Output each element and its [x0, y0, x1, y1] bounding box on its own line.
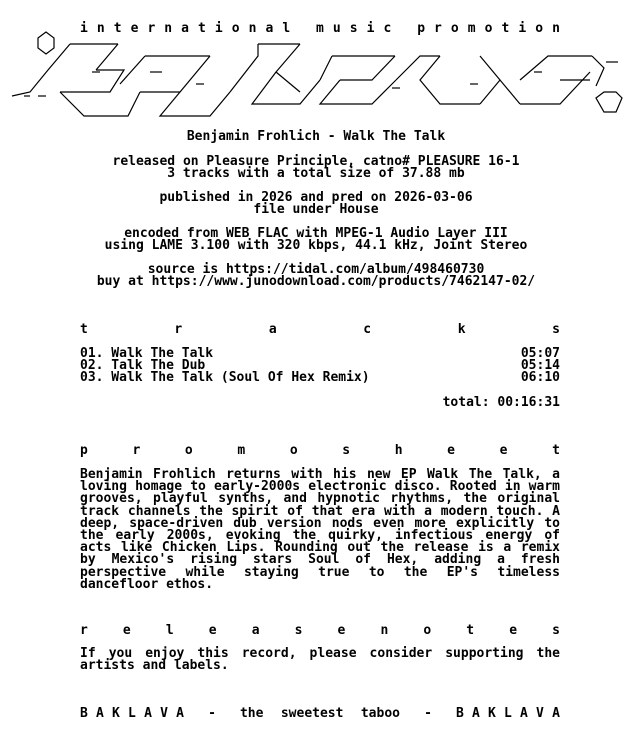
heading-letter: r	[132, 443, 141, 458]
release-title: Benjamin Frohlich - Walk The Talk	[186, 129, 446, 144]
tagline-letter: r	[147, 21, 156, 36]
track-title: 03. Walk The Talk (Soul Of Hex Remix)	[80, 370, 370, 385]
tagline-letter: c	[383, 21, 392, 36]
promo-heading	[80, 444, 560, 458]
tagline-letter: p	[417, 21, 426, 36]
footer-letter: A	[96, 706, 104, 721]
footer-letter: A	[552, 706, 560, 721]
heading-letter: s	[342, 443, 351, 458]
track-title: 02. Talk The Dub	[80, 358, 206, 373]
heading-letter: t	[80, 322, 88, 337]
heading-letter: t	[466, 623, 475, 638]
heading-letter: e	[122, 623, 131, 638]
heading-letter: k	[457, 322, 466, 337]
footer-dash-left: -	[208, 706, 216, 721]
tagline-letter: u	[332, 21, 341, 36]
tagline-letter: i	[366, 21, 375, 36]
tracks-heading	[80, 323, 560, 337]
tagline-letter: e	[130, 21, 139, 36]
footer-letter: A	[471, 706, 480, 721]
footer-letter: L	[504, 706, 512, 721]
footer-letter: V	[536, 706, 544, 721]
footer-letter: A	[176, 706, 184, 721]
heading-letter: s	[552, 623, 560, 638]
heading-letter: e	[208, 623, 217, 638]
track-list	[80, 348, 560, 384]
tagline-letter: l	[282, 21, 291, 36]
tagline-letter: o	[231, 21, 240, 36]
tagline-letter: n	[164, 21, 173, 36]
notes-text: If you enjoy this record, please consider supporting the artists and labels.	[80, 646, 560, 674]
heading-letter: e	[499, 443, 508, 458]
heading-letter: t	[552, 443, 560, 458]
heading-letter: o	[423, 623, 432, 638]
tracks-total: total: 00:16:31	[442, 395, 560, 410]
heading-letter: s	[294, 623, 303, 638]
tagline-letter: n	[248, 21, 257, 36]
heading-letter: r	[80, 623, 88, 638]
heading-letter: c	[363, 322, 372, 337]
track-length: 06:10	[520, 370, 560, 385]
tagline-letter: i	[80, 21, 88, 36]
tagline-letter: s	[349, 21, 358, 36]
heading-letter: o	[289, 443, 298, 458]
heading-letter: s	[552, 322, 560, 337]
tagline-letter: m	[467, 21, 476, 36]
footer-letter: K	[112, 706, 120, 721]
footer	[80, 707, 560, 721]
buy-line: buy at https://www.junodownload.com/products/7462147-02/	[96, 274, 536, 289]
tagline-letter: o	[450, 21, 459, 36]
tracks-size-line: 3 tracks with a total size of 37.88 mb	[167, 166, 465, 181]
heading-letter: l	[165, 623, 174, 638]
footer-letter: B	[80, 706, 88, 721]
heading-letter: a	[251, 623, 260, 638]
footer-letter: L	[128, 706, 136, 721]
encoded-line: encoded from WEB FLAC with MPEG-1 Audio Layer III	[124, 226, 508, 241]
tagline-letter: r	[434, 21, 442, 36]
footer-letter: V	[160, 706, 168, 721]
footer-dash-right: -	[424, 706, 432, 721]
footer-brand-right	[456, 707, 560, 721]
tagline-letter: t	[501, 21, 510, 36]
heading-letter: o	[184, 443, 193, 458]
track-row	[80, 372, 560, 384]
track-length: 05:07	[520, 346, 560, 361]
tagline-letter: i	[214, 21, 223, 36]
heading-letter: h	[394, 443, 403, 458]
tagline-letter: n	[96, 21, 105, 36]
notes-heading	[80, 624, 560, 638]
heading-letter: m	[237, 443, 246, 458]
promo-text: Benjamin Frohlich returns with his new EP Walk The Talk, a loving homage to early-2000s electronic disco. Rooted in warm grooves, playful synths, and hypnotic rhythms, the original track channels the spirit of that era with a modern touch. A deep, space-driven dub version nods even more explicitly to the early 2000s, evoking the quirky, infectious energy of acts like Chicken Lips. Rounding out the release is a remix by Mexico's rising stars Soul of Hex, adding a fresh perspective while staying true to the EP's timeless dancefloor ethos.	[80, 467, 560, 592]
logo-ornament-right	[596, 92, 622, 112]
footer-word: sweetest	[280, 706, 344, 721]
ascii-art-baklava-logo	[0, 0, 632, 120]
heading-letter: e	[509, 623, 518, 638]
footer-letter: A	[520, 706, 528, 721]
footer-brand-left	[80, 707, 184, 721]
track-title: 01. Walk The Talk	[80, 346, 214, 361]
track-length: 05:14	[520, 358, 560, 373]
released-line: released on Pleasure Principle, catno# PLEASURE 16-1	[112, 154, 520, 169]
tagline-letter: t	[198, 21, 206, 36]
footer-word: taboo	[360, 706, 400, 721]
heading-letter: a	[268, 322, 277, 337]
footer-letter: K	[488, 706, 496, 721]
footer-letter: A	[144, 706, 152, 721]
footer-slogan	[240, 707, 400, 721]
footer-word: the	[239, 706, 264, 721]
source-line: source is https://tidal.com/album/498460730	[147, 262, 485, 277]
footer-letter: B	[455, 706, 464, 721]
heading-letter: e	[447, 443, 455, 458]
heading-letter: r	[174, 322, 183, 337]
genre-line: file under House	[253, 202, 379, 217]
published-line: published in 2026 and pred on 2026-03-06	[159, 190, 473, 205]
tagline-letter: i	[518, 21, 527, 36]
tagline-letter: m	[316, 21, 324, 36]
heading-letter: e	[337, 623, 346, 638]
lame-line: using LAME 3.100 with 320 kbps, 44.1 kHz, Joint Stereo	[104, 238, 528, 253]
tagline-letter: a	[265, 21, 274, 36]
logo-ornament-left	[38, 32, 54, 54]
heading-letter: n	[380, 623, 389, 638]
tagline-letter: o	[535, 21, 544, 36]
tagline-letter: a	[181, 21, 189, 36]
tagline-letter: o	[484, 21, 493, 36]
heading-letter: p	[80, 443, 88, 458]
tagline-letter: n	[552, 21, 560, 36]
tagline-letter: t	[113, 21, 122, 36]
